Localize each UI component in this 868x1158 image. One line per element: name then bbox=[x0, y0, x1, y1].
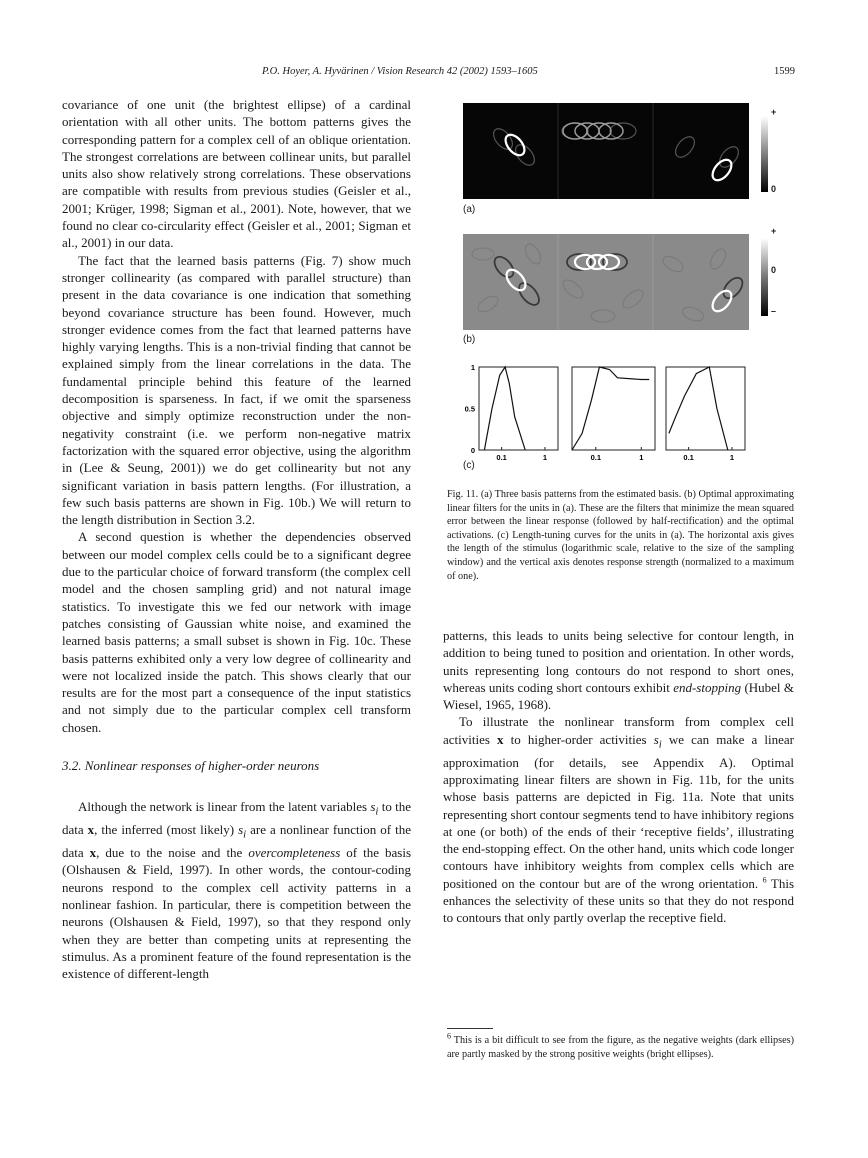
tuning-curve-1 bbox=[484, 367, 525, 450]
y-tick-label: 0.5 bbox=[464, 404, 475, 414]
running-header bbox=[0, 66, 868, 82]
x-tick-label: 0.1 bbox=[496, 453, 507, 462]
chart-frame bbox=[666, 367, 745, 450]
paragraph: covariance of one unit (the brightest ellipse) of a cardinal orientation with all other units. The bottom patterns gives the corresponding pattern for a complex cell of an oblique orientation. The strongest correlations are between collinear units, but parallel units also show relatively strong correlations. These observations are compatible with results from previous studies (Geisler et al., 2001; Krüger, 1998; Sigman et al., 2001). Note, however, that we found no clear co-circularity effect (Geisler et al., 2001; Sigman et al., 2001) in our data. bbox=[62, 97, 411, 251]
paragraph: To illustrate the nonlinear transform from complex cell activities x to higher-order activities $s_i$ we can make a linear approximation (for details, see Appendix A). Optimal approximating linear filters are shown in Fig. 11b, for the units whose basis patterns are depicted in Fig. 11a. Note that units representing short contour segments tend to have inhibitory regions at one (or both) of the ends of their ‘receptive fields’, illustrating the end-stopping effect. On the other hand, units which code longer contours have inhibitory weights from complex cells which are positioned on the contour but are of the wrong orientation. $^6$ This enhances the selectivity of these units so that they do not respond to contours that only partly overlap the receptive field. bbox=[443, 714, 795, 926]
panel-b-label: (b) bbox=[463, 334, 476, 345]
colorbar-b bbox=[761, 238, 768, 316]
page-number: 1599 bbox=[774, 66, 795, 77]
chart-frame bbox=[479, 367, 558, 450]
tuning-curve-2 bbox=[572, 367, 649, 450]
figure-panel-a bbox=[463, 103, 749, 199]
section-heading: 3.2. Nonlinear responses of higher-order neurons bbox=[62, 757, 320, 773]
colorbar-a bbox=[761, 116, 768, 192]
paragraph: The fact that the learned basis patterns (Fig. 7) show much stronger collinearity (as compared with parallel structure) than present in the data covariance is one indication that something beyond covariance structure has been found. However, much stronger evidence comes from the fact that learned patterns have highly varying lengths. This is a non-trivial finding that cannot be explained simply from the linear correlations in the data. The fundamental principle behind this feature of the learned decomposition is sparseness. In fact, if we omit the sparseness objective and simply optimize reconstruction under the non-negativity constraint (i.e. we perform non-negative matrix factorization with the squared error objective, using the algorithm in (Lee & Seung, 2001)) we do get collinearity but not any significant variation in basis pattern lengths. (For illustration, a few such basis patterns are shown in Fig. 10b.) We will return to the length distribution in Section 3.2. bbox=[62, 252, 411, 528]
x-tick-label: 0.1 bbox=[590, 453, 602, 462]
colorbar-b-plus: + bbox=[771, 226, 777, 236]
paragraph: A second question is whether the dependencies observed between our model complex cells could be to a significant degree due to the particular choice of forward transform (the complex cell model and the chosen sampling grid) and not natural image statistics. To investigate this we fed our network with image patches consisting of Gaussian white noise, and examined the learned basis patterns; a small subset is shown in Fig. 10c. These basis patterns exhibited only a very low degree of collinearity and were not localized inside the patch. This shows clearly that our results are for the most part a consequence of the input statistics and not simply due to the particular complex cell transform chosen. bbox=[62, 529, 411, 735]
y-tick-label: 1 bbox=[470, 363, 475, 372]
paragraph: Although the network is linear from the latent variables $s_i$ to the data x, the inferred (most likely) $s_i$ are a nonlinear function of the data x, due to the noise and the overcompleteness of the basis (Olshausen & Field, 1997). In other words, the contour-coding neurons respond to the complex cell activity patterns in a nonlinear fashion. In particular, there is competition between the neurons (Olshausen & Field, 1997), so that they respond only when they are better than competing units at representing the stimulus. As a prominent feature of the found representation is the existence of different-length bbox=[62, 799, 411, 982]
figure-caption: Fig. 11. (a) Three basis patterns from the estimated basis. (b) Optimal approximating linear filters for the units in (a). These are the filters that minimize the mean squared error between the linear response (followed by half-rectification) and the optimal activations. (c) Length-tuning curves for the units in (a). The horizontal axis gives the length of the stimulus (logarithmic scale, relative to the size of the sampling window) and the vertical axis denotes response strength (normalized to a maximum of one). bbox=[447, 489, 794, 582]
x-tick-label: 0.1 bbox=[683, 453, 694, 462]
right-column bbox=[443, 627, 794, 927]
left-column bbox=[62, 96, 411, 982]
footnote-rule bbox=[447, 1028, 493, 1029]
panel-c-label: (c) bbox=[463, 460, 475, 471]
paragraph: patterns, this leads to units being selective for contour length, in addition to being tuned to position and orientation. In other words, units representing long contours do not respond to short ones, whereas units coding short contours exhibit end-stopping (Hubel & Wiesel, 1965, 1968). bbox=[443, 628, 794, 713]
figure-panel-b bbox=[463, 234, 749, 330]
footnote: $^6$ This is a bit difficult to see from the figure, as the negative weights (dark ellipses) are partly masked by the strong positive weights (bright ellipses). bbox=[447, 1031, 794, 1060]
panel-a-label: (a) bbox=[463, 204, 476, 215]
y-tick-label: 0 bbox=[470, 446, 475, 455]
length-tuning-charts bbox=[446, 360, 746, 468]
colorbar-b-zero: 0 bbox=[771, 265, 777, 275]
tuning-curve-3 bbox=[669, 367, 728, 450]
running-head-citation: P.O. Hoyer, A. Hyvärinen / Vision Research 42 (2002) 1593–1605 bbox=[262, 66, 538, 77]
x-tick-label: 1 bbox=[639, 453, 644, 462]
colorbar-a-zero: 0 bbox=[771, 184, 777, 194]
x-tick-label: 1 bbox=[729, 453, 735, 462]
colorbar-a-plus: + bbox=[771, 107, 777, 117]
colorbar-b-minus: – bbox=[771, 306, 777, 316]
x-tick-label: 1 bbox=[542, 453, 548, 462]
footnote-marker: 6 bbox=[762, 875, 767, 885]
